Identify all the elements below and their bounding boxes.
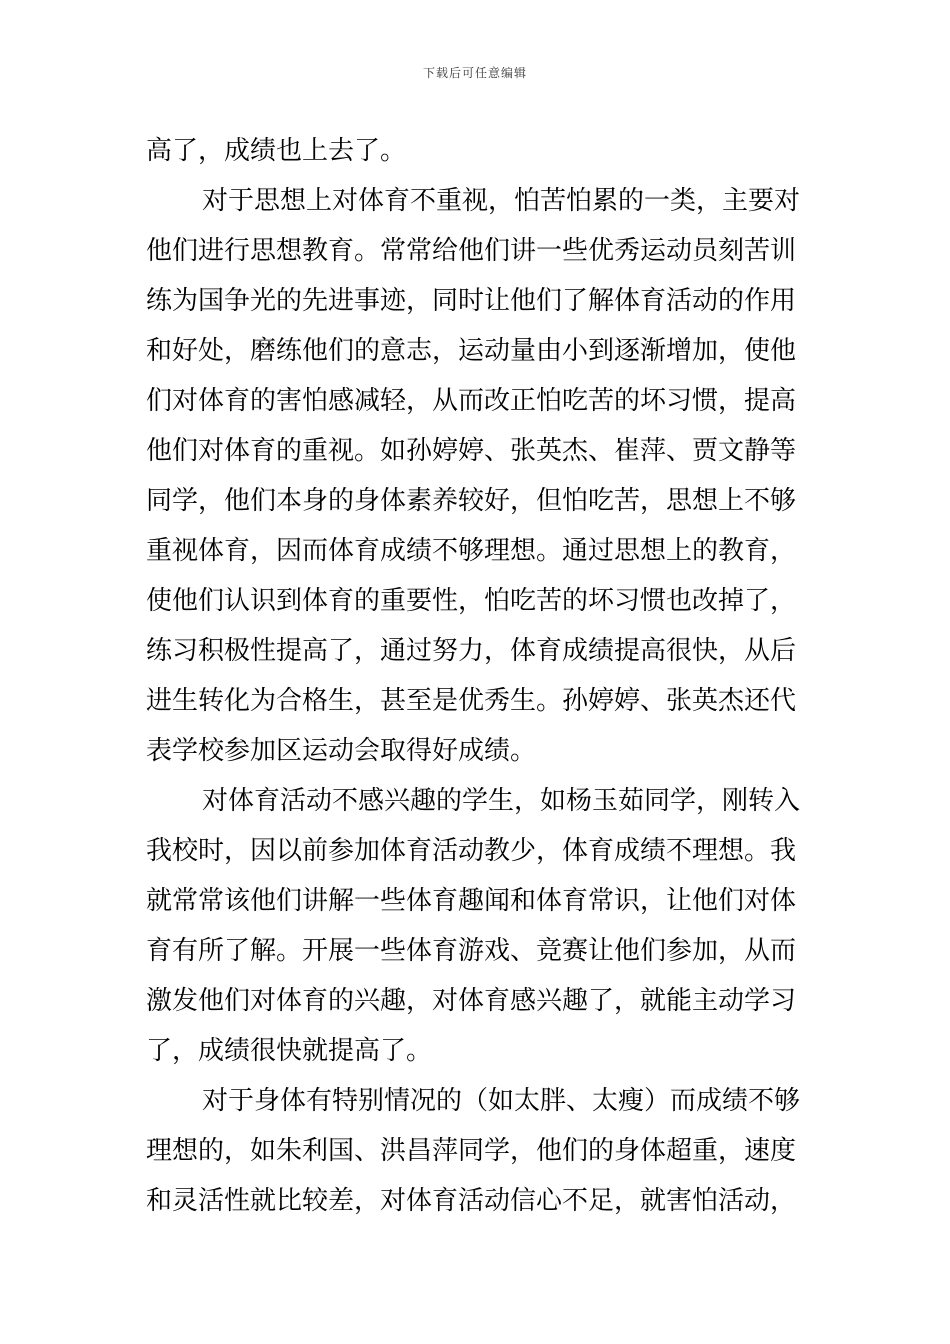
text-line: 高了，成绩也上去了。 [146, 136, 407, 166]
text-line: 重视体育，因而体育成绩不够理想。通过思想上的教育， [146, 536, 797, 566]
text-line: 理想的，如朱利国、洪昌萍同学，他们的身体超重，速度 [146, 1136, 797, 1166]
text-line: 对于思想上对体育不重视，怕苦怕累的一类，主要对 [202, 186, 801, 216]
document-body [146, 126, 810, 1226]
text-line: 对于身体有特别情况的（如太胖、太瘦）而成绩不够 [202, 1086, 801, 1116]
text-line: 激发他们对体育的兴趣，对体育感兴趣了，就能主动学习 [146, 986, 797, 1016]
text-line: 练习积极性提高了，通过努力，体育成绩提高很快，从后 [146, 636, 797, 666]
text-line: 我校时，因以前参加体育活动教少，体育成绩不理想。我 [146, 836, 797, 866]
text-line: 使他们认识到体育的重要性，怕吃苦的坏习惯也改掉了， [146, 586, 797, 616]
text-line: 对体育活动不感兴趣的学生，如杨玉茹同学，刚转入 [202, 786, 801, 816]
text-line: 表学校参加区运动会取得好成绩。 [146, 736, 537, 766]
text-line: 和灵活性就比较差，对体育活动信心不足，就害怕活动， [146, 1186, 797, 1216]
text-line: 育有所了解。开展一些体育游戏、竞赛让他们参加，从而 [146, 936, 797, 966]
text-line: 他们对体育的重视。如孙婷婷、张英杰、崔萍、贾文静等 [146, 436, 797, 466]
text-line: 们对体育的害怕感减轻，从而改正怕吃苦的坏习惯，提高 [146, 386, 797, 416]
text-line: 进生转化为合格生，甚至是优秀生。孙婷婷、张英杰还代 [146, 686, 797, 716]
text-line: 练为国争光的先进事迹，同时让他们了解体育活动的作用 [146, 286, 797, 316]
text-line: 同学，他们本身的身体素养较好，但怕吃苦，思想上不够 [146, 486, 797, 516]
text-line: 就常常该他们讲解一些体育趣闻和体育常识，让他们对体 [146, 886, 797, 916]
text-line: 他们进行思想教育。常常给他们讲一些优秀运动员刻苦训 [146, 236, 797, 266]
text-line: 了，成绩很快就提高了。 [146, 1036, 433, 1066]
text-line: 和好处，磨练他们的意志，运动量由小到逐渐增加，使他 [146, 336, 797, 366]
header-note: 下载后可任意编辑 [422, 66, 527, 80]
